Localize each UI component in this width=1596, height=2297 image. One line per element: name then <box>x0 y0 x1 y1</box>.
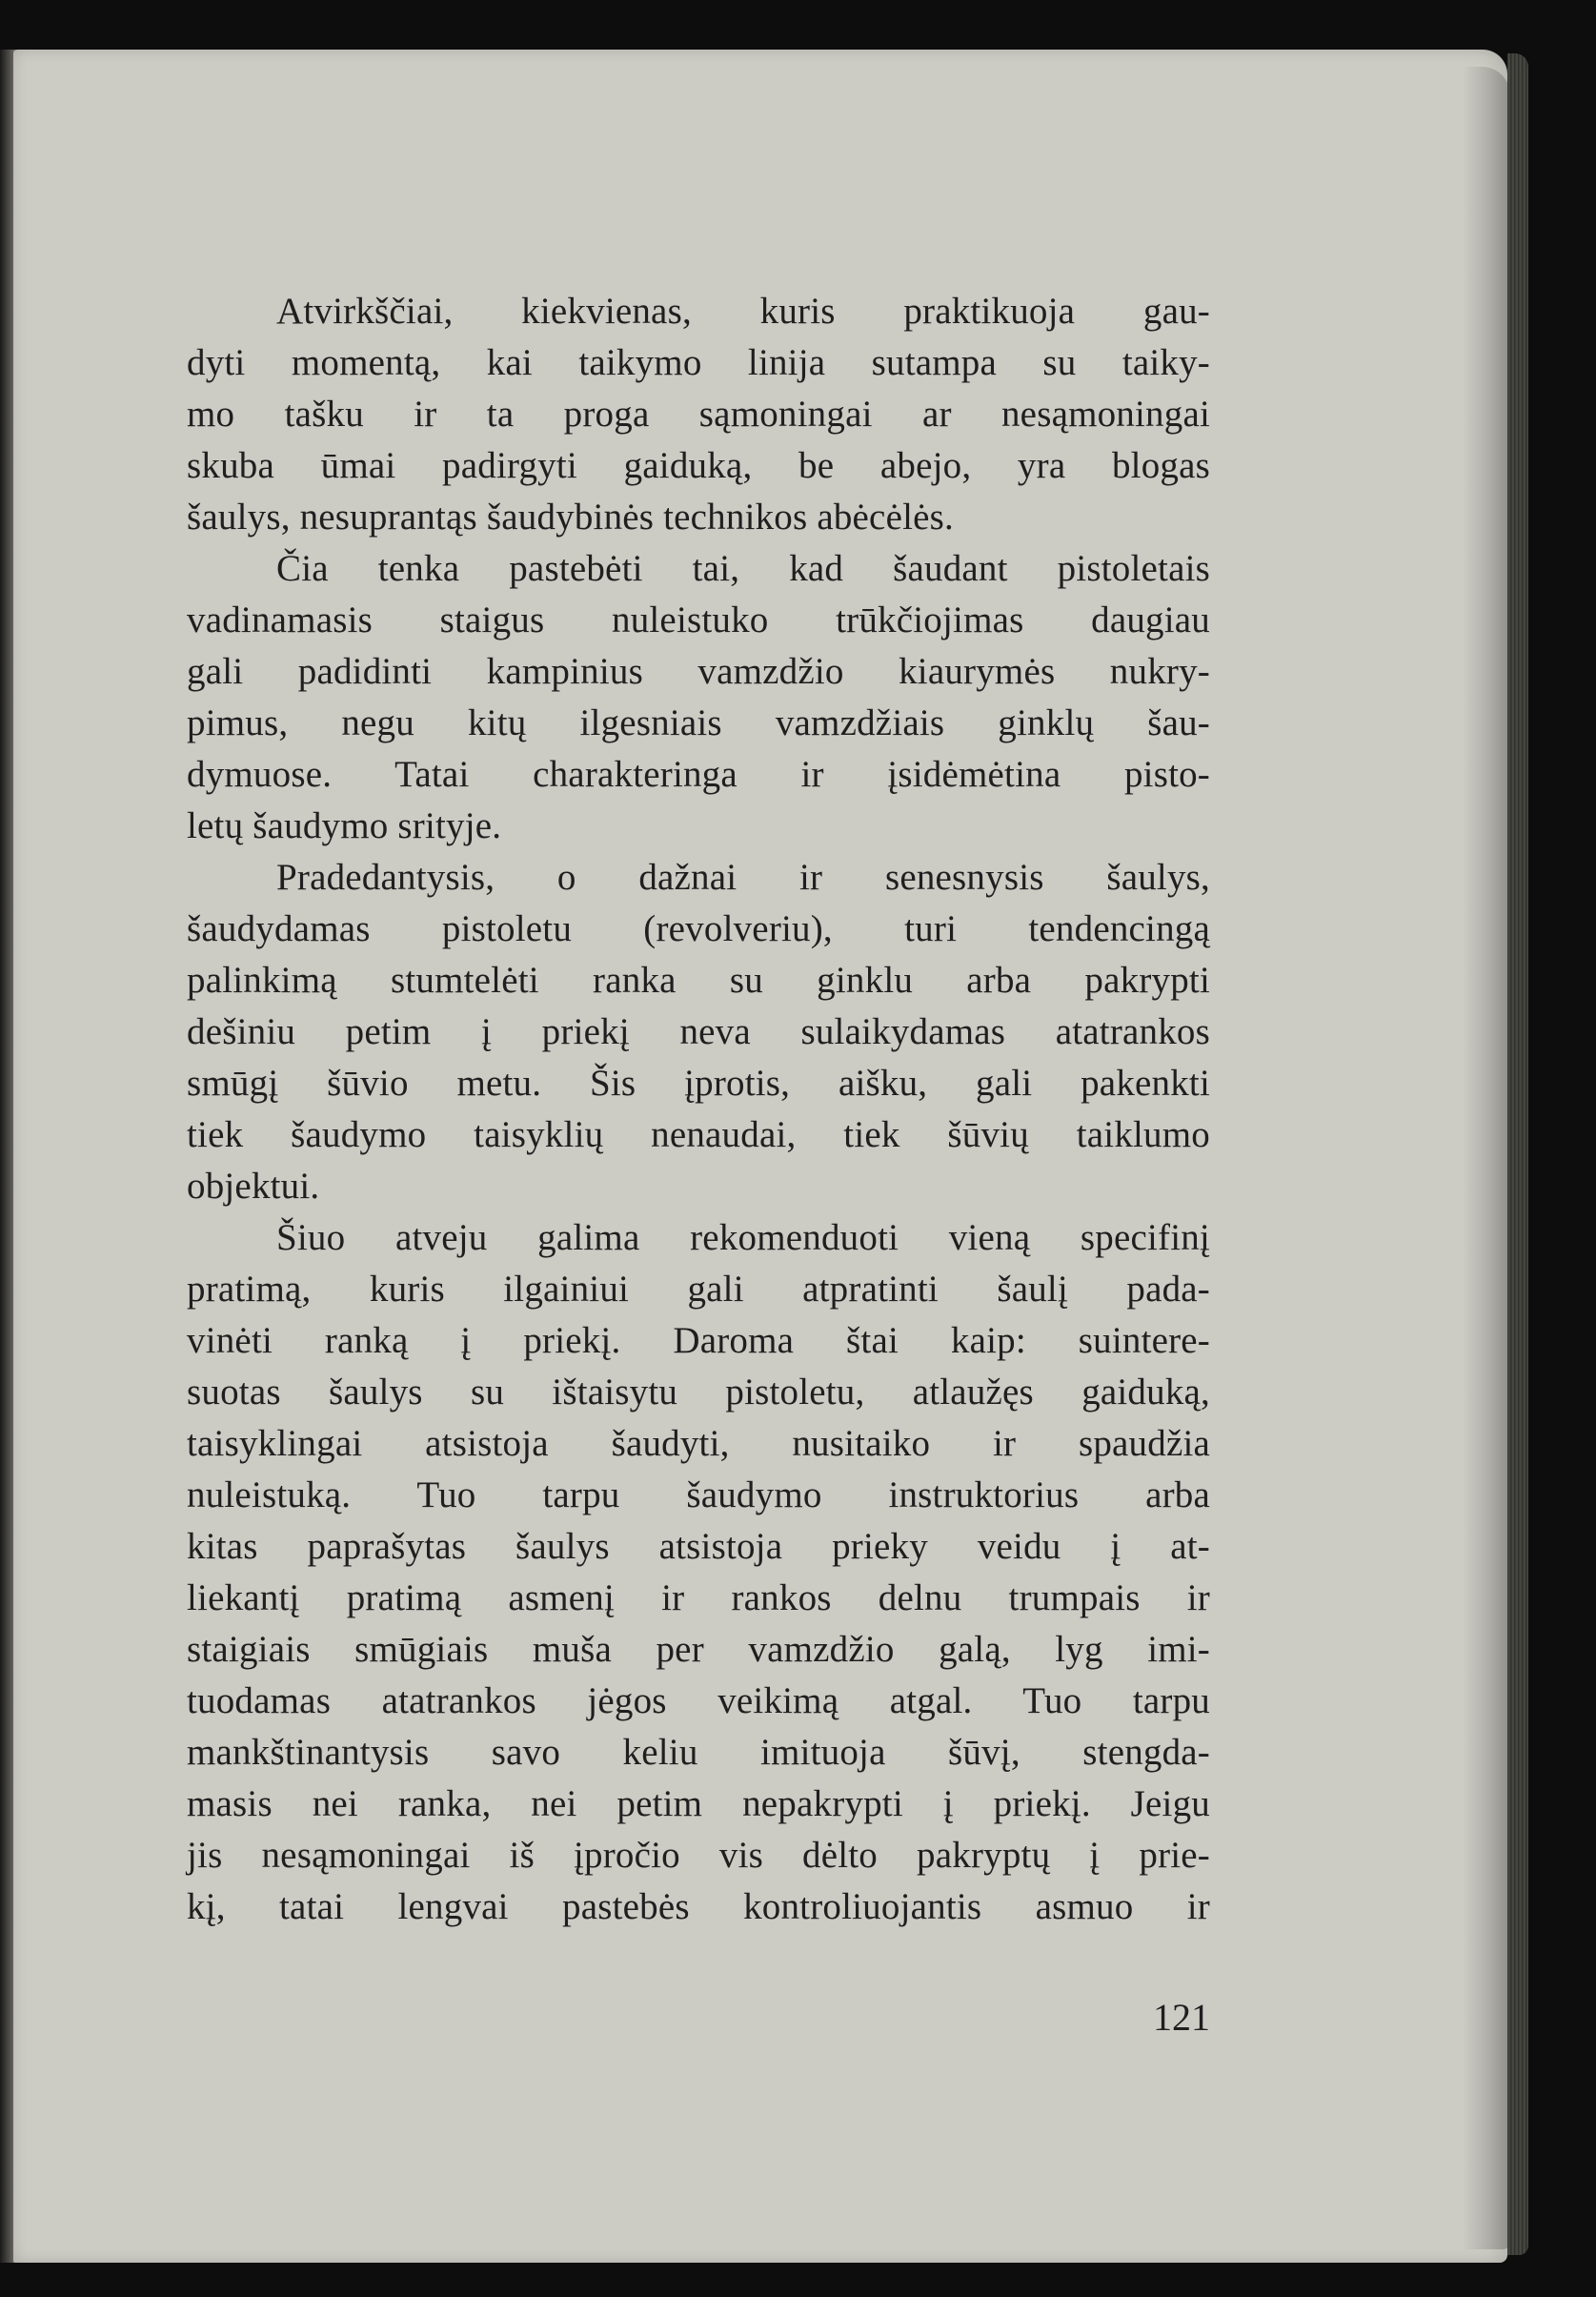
body-text <box>187 286 1210 1933</box>
text-line: objektui. <box>187 1166 320 1207</box>
paragraph <box>187 1212 1210 1933</box>
text-line: masis nei ranka, nei petim nepakrypti į priekį. Jeigu <box>187 1783 1210 1824</box>
text-line: mankštinantysis savo keliu imituoja šūvį, stengda- <box>187 1732 1210 1773</box>
text-line: tiek šaudymo taisyklių nenaudai, tiek šūvių taiklumo <box>187 1114 1210 1155</box>
text-line: Čia tenka pastebėti tai, kad šaudant pistoletais <box>276 548 1210 589</box>
text-line: taisyklingai atsistoja šaudyti, nusitaiko ir spaudžia <box>187 1423 1210 1464</box>
paragraph <box>187 852 1210 1212</box>
text-line: Pradedantysis, o dažnai ir senesnysis šaulys, <box>276 857 1210 898</box>
text-line: dešiniu petim į priekį neva sulaikydamas atatrankos <box>187 1011 1210 1052</box>
text-line: dyti momentą, kai taikymo linija sutampa su taiky- <box>187 342 1210 383</box>
text-line: šaudydamas pistoletu (revolveriu), turi tendencingą <box>187 908 1210 949</box>
text-line: vadinamasis staigus nuleistuko trūkčiojimas daugiau <box>187 600 1210 640</box>
text-line: suotas šaulys su ištaisytu pistoletu, atlaužęs gaiduką, <box>187 1372 1210 1413</box>
text-line: skuba ūmai padirgyti gaiduką, be abejo, yra blogas <box>187 445 1210 486</box>
text-line: jis nesąmoningai iš įpročio vis dėlto pakryptų į prie- <box>187 1835 1210 1876</box>
book-fore-edge <box>1507 53 1528 2255</box>
text-line: gali padidinti kampinius vamzdžio kiaurymės nukry- <box>187 651 1210 692</box>
text-line: tuodamas atatrankos jėgos veikimą atgal. Tuo tarpu <box>187 1680 1210 1721</box>
text-line: palinkimą stumtelėti ranka su ginklu arba pakrypti <box>187 960 1210 1001</box>
paragraph <box>187 286 1210 543</box>
paragraph <box>187 543 1210 852</box>
text-line: nuleistuką. Tuo tarpu šaudymo instruktorius arba <box>187 1474 1210 1515</box>
text-line: šaulys, nesuprantąs šaudybinės technikos abėcėlės. <box>187 497 954 538</box>
text-line: staigiais smūgiais muša per vamzdžio galą, lyg imi- <box>187 1629 1210 1670</box>
text-line: mo tašku ir ta proga sąmoningai ar nesąmoningai <box>187 394 1210 435</box>
text-line: vinėti ranką į priekį. Daroma štai kaip: suintere- <box>187 1320 1210 1361</box>
text-line: pimus, negu kitų ilgesniais vamzdžiais ginklų šau- <box>187 702 1210 743</box>
text-line: Šiuo atveju galima rekomenduoti vieną specifinį <box>276 1217 1210 1258</box>
text-line: dymuose. Tatai charakteringa ir įsidėmėtina pisto- <box>187 754 1210 795</box>
page-curl-shadow <box>1463 67 1510 2249</box>
text-line: pratimą, kuris ilgainiui gali atpratinti šaulį pada- <box>187 1269 1210 1310</box>
text-line: Atvirkščiai, kiekvienas, kuris praktikuoja gau- <box>276 291 1210 332</box>
text-line: kitas paprašytas šaulys atsistoja prieky veidu į at- <box>187 1526 1210 1567</box>
page-number: 121 <box>1153 1996 1210 2039</box>
text-line: letų šaudymo srityje. <box>187 805 502 846</box>
text-line: smūgį šūvio metu. Šis įprotis, aišku, gali pakenkti <box>187 1063 1210 1104</box>
text-line: kį, tatai lengvai pastebės kontroliuojantis asmuo ir <box>187 1886 1210 1927</box>
text-line: liekantį pratimą asmenį ir rankos delnu trumpais ir <box>187 1577 1210 1618</box>
